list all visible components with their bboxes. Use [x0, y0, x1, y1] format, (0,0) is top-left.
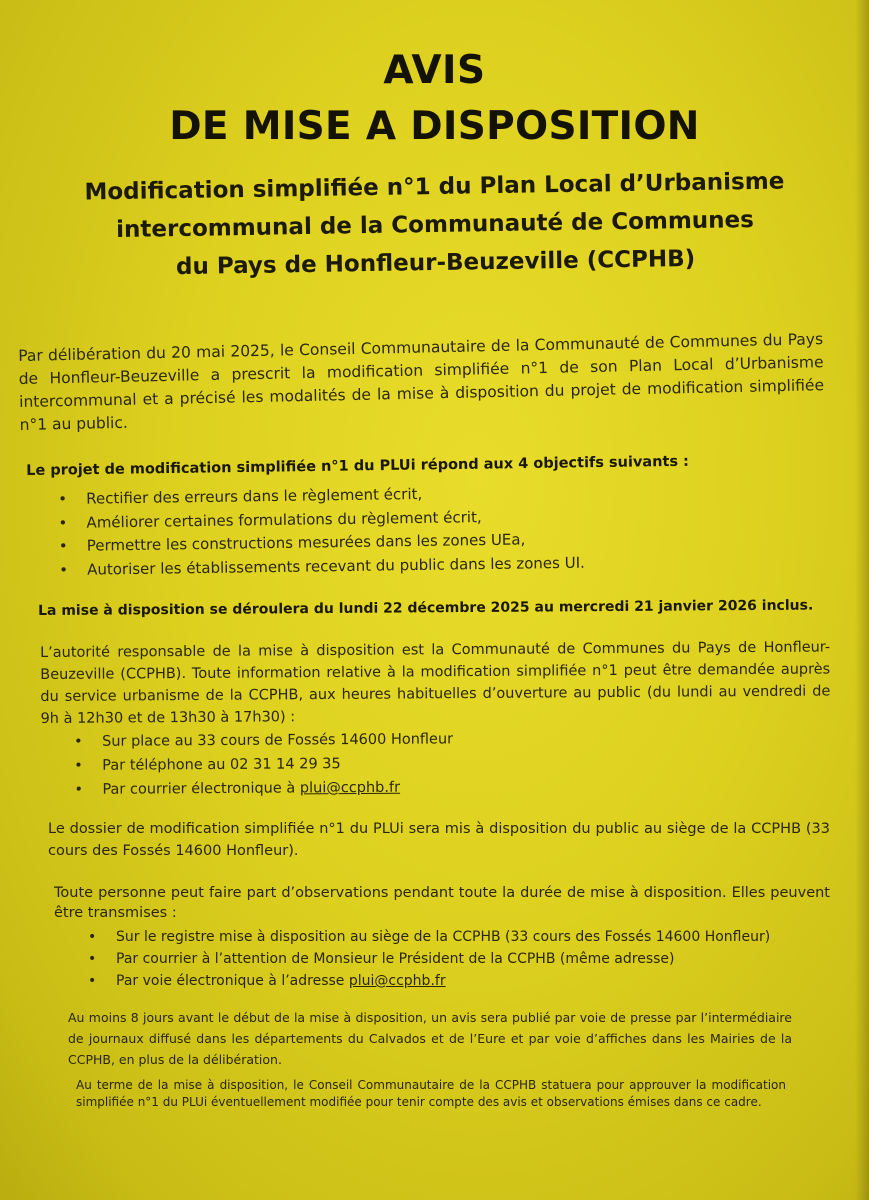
publicity-paragraph: Au moins 8 jours avant le début de la mise à disposition, un avis sera publié par voie de presse par l’intermédiaire de journaux diffusé dans les départements du Calvados et de l’Eure et par voie d’affiches dans les Mairies de la CCPHB, en plus de la délibération. [68, 1010, 792, 1067]
authority-paragraph: L’autorité responsable de la mise à disposition est la Communauté de Communes du Pays de Honfleur-Beuzeville (CCPHB). Toute information relative à la modification simplifiée n°1 peut être demandée auprès du service urbanisme de la CCPHB, aux heures habituelles d’ouverture au public (du lundi au vendredi de 9h à 12h30 et de 13h30 à 17h30) : [40, 639, 831, 727]
objective-text: Autoriser les établissements recevant du public dans les zones UI. [87, 553, 585, 579]
dossier-paragraph: Le dossier de modification simplifiée n°1 du PLUi sera mis à disposition du public au siège de la CCPHB (33 cours des Fossés 14600 Honfleur). [48, 821, 830, 859]
objectives-list [58, 478, 779, 582]
intro-paragraph: Par délibération du 20 mai 2025, le Conseil Communautaire de la Communauté de Communes du Pays de Honfleur-Beuzeville a prescrit la modification simplifiée n°1 de son Plan Local d’Urbanisme intercommunal et a précisé les modalités de la mise à disposition du projet de modification simplifiée n°1 au public. [18, 330, 825, 434]
bullet-icon: • [74, 757, 83, 774]
objective-text: Permettre les constructions mesurées dans les zones UEa, [86, 530, 526, 555]
observation-item [88, 926, 808, 948]
contact-list [74, 725, 774, 802]
objective-text: Améliorer certaines formulations du règlement écrit, [86, 507, 482, 532]
observation-text: Sur le registre mise à disposition au siège de la CCPHB (33 cours des Fossés 14600 Honfleur) [116, 929, 771, 945]
title-avis: AVIS [383, 48, 486, 93]
bullet-icon: • [88, 929, 97, 945]
observation-text: Par voie électronique à l’adresse [116, 973, 349, 989]
bullet-icon: • [58, 513, 68, 532]
subtitle-line-3: du Pays de Honfleur-Beuzeville (CCPHB) [175, 245, 696, 281]
bullet-icon: • [58, 489, 68, 508]
contact-text: Sur place au 33 cours de Fossés 14600 Honfleur [102, 731, 454, 750]
subtitle [39, 162, 831, 288]
email-link[interactable]: plui@ccphb.fr [348, 973, 446, 989]
page-edge-shadow [855, 0, 869, 1200]
observations-paragraph: Toute personne peut faire part d’observations pendant toute la durée de mise à disposition. Elles peuvent être transmises : [54, 885, 830, 921]
bullet-icon: • [88, 951, 97, 967]
dates-statement: La mise à disposition se déroulera du lundi 22 décembre 2025 au mercredi 21 janvier 2026 inclus. [38, 597, 814, 619]
bullet-icon: • [88, 973, 97, 989]
contact-item [74, 773, 774, 802]
bullet-icon: • [74, 781, 84, 798]
subtitle-line-1: Modification simplifiée n°1 du Plan Local d’Urbanisme [84, 168, 785, 206]
observation-text: Par courrier à l’attention de Monsieur le Président de la CCPHB (même adresse) [116, 951, 675, 967]
bullet-icon: • [58, 536, 68, 555]
title-mise-a-disposition: DE MISE A DISPOSITION [169, 104, 700, 149]
email-link[interactable]: plui@ccphb.fr [299, 779, 401, 797]
bullet-icon: • [74, 733, 83, 750]
observation-item [88, 948, 808, 970]
contact-text: Par courrier électronique à [102, 780, 300, 798]
conclusion-paragraph: Au terme de la mise à disposition, le Conseil Communautaire de la CCPHB statuera pour approuver la modification simplifiée n°1 du PLUi éventuellement modifiée pour tenir compte des avis et observations émises dans ce cadre. [76, 1078, 786, 1109]
objective-text: Rectifier des erreurs dans le règlement écrit, [86, 484, 423, 508]
objectives-heading: Le projet de modification simplifiée n°1 du PLUi répond aux 4 objectifs suivants : [26, 453, 689, 479]
subtitle-line-2: intercommunal de la Communauté de Communes [115, 206, 755, 244]
contact-text: Par téléphone au 02 31 14 29 35 [102, 756, 341, 774]
observations-list [88, 926, 808, 992]
bullet-icon: • [59, 560, 69, 579]
observation-item [88, 970, 808, 992]
